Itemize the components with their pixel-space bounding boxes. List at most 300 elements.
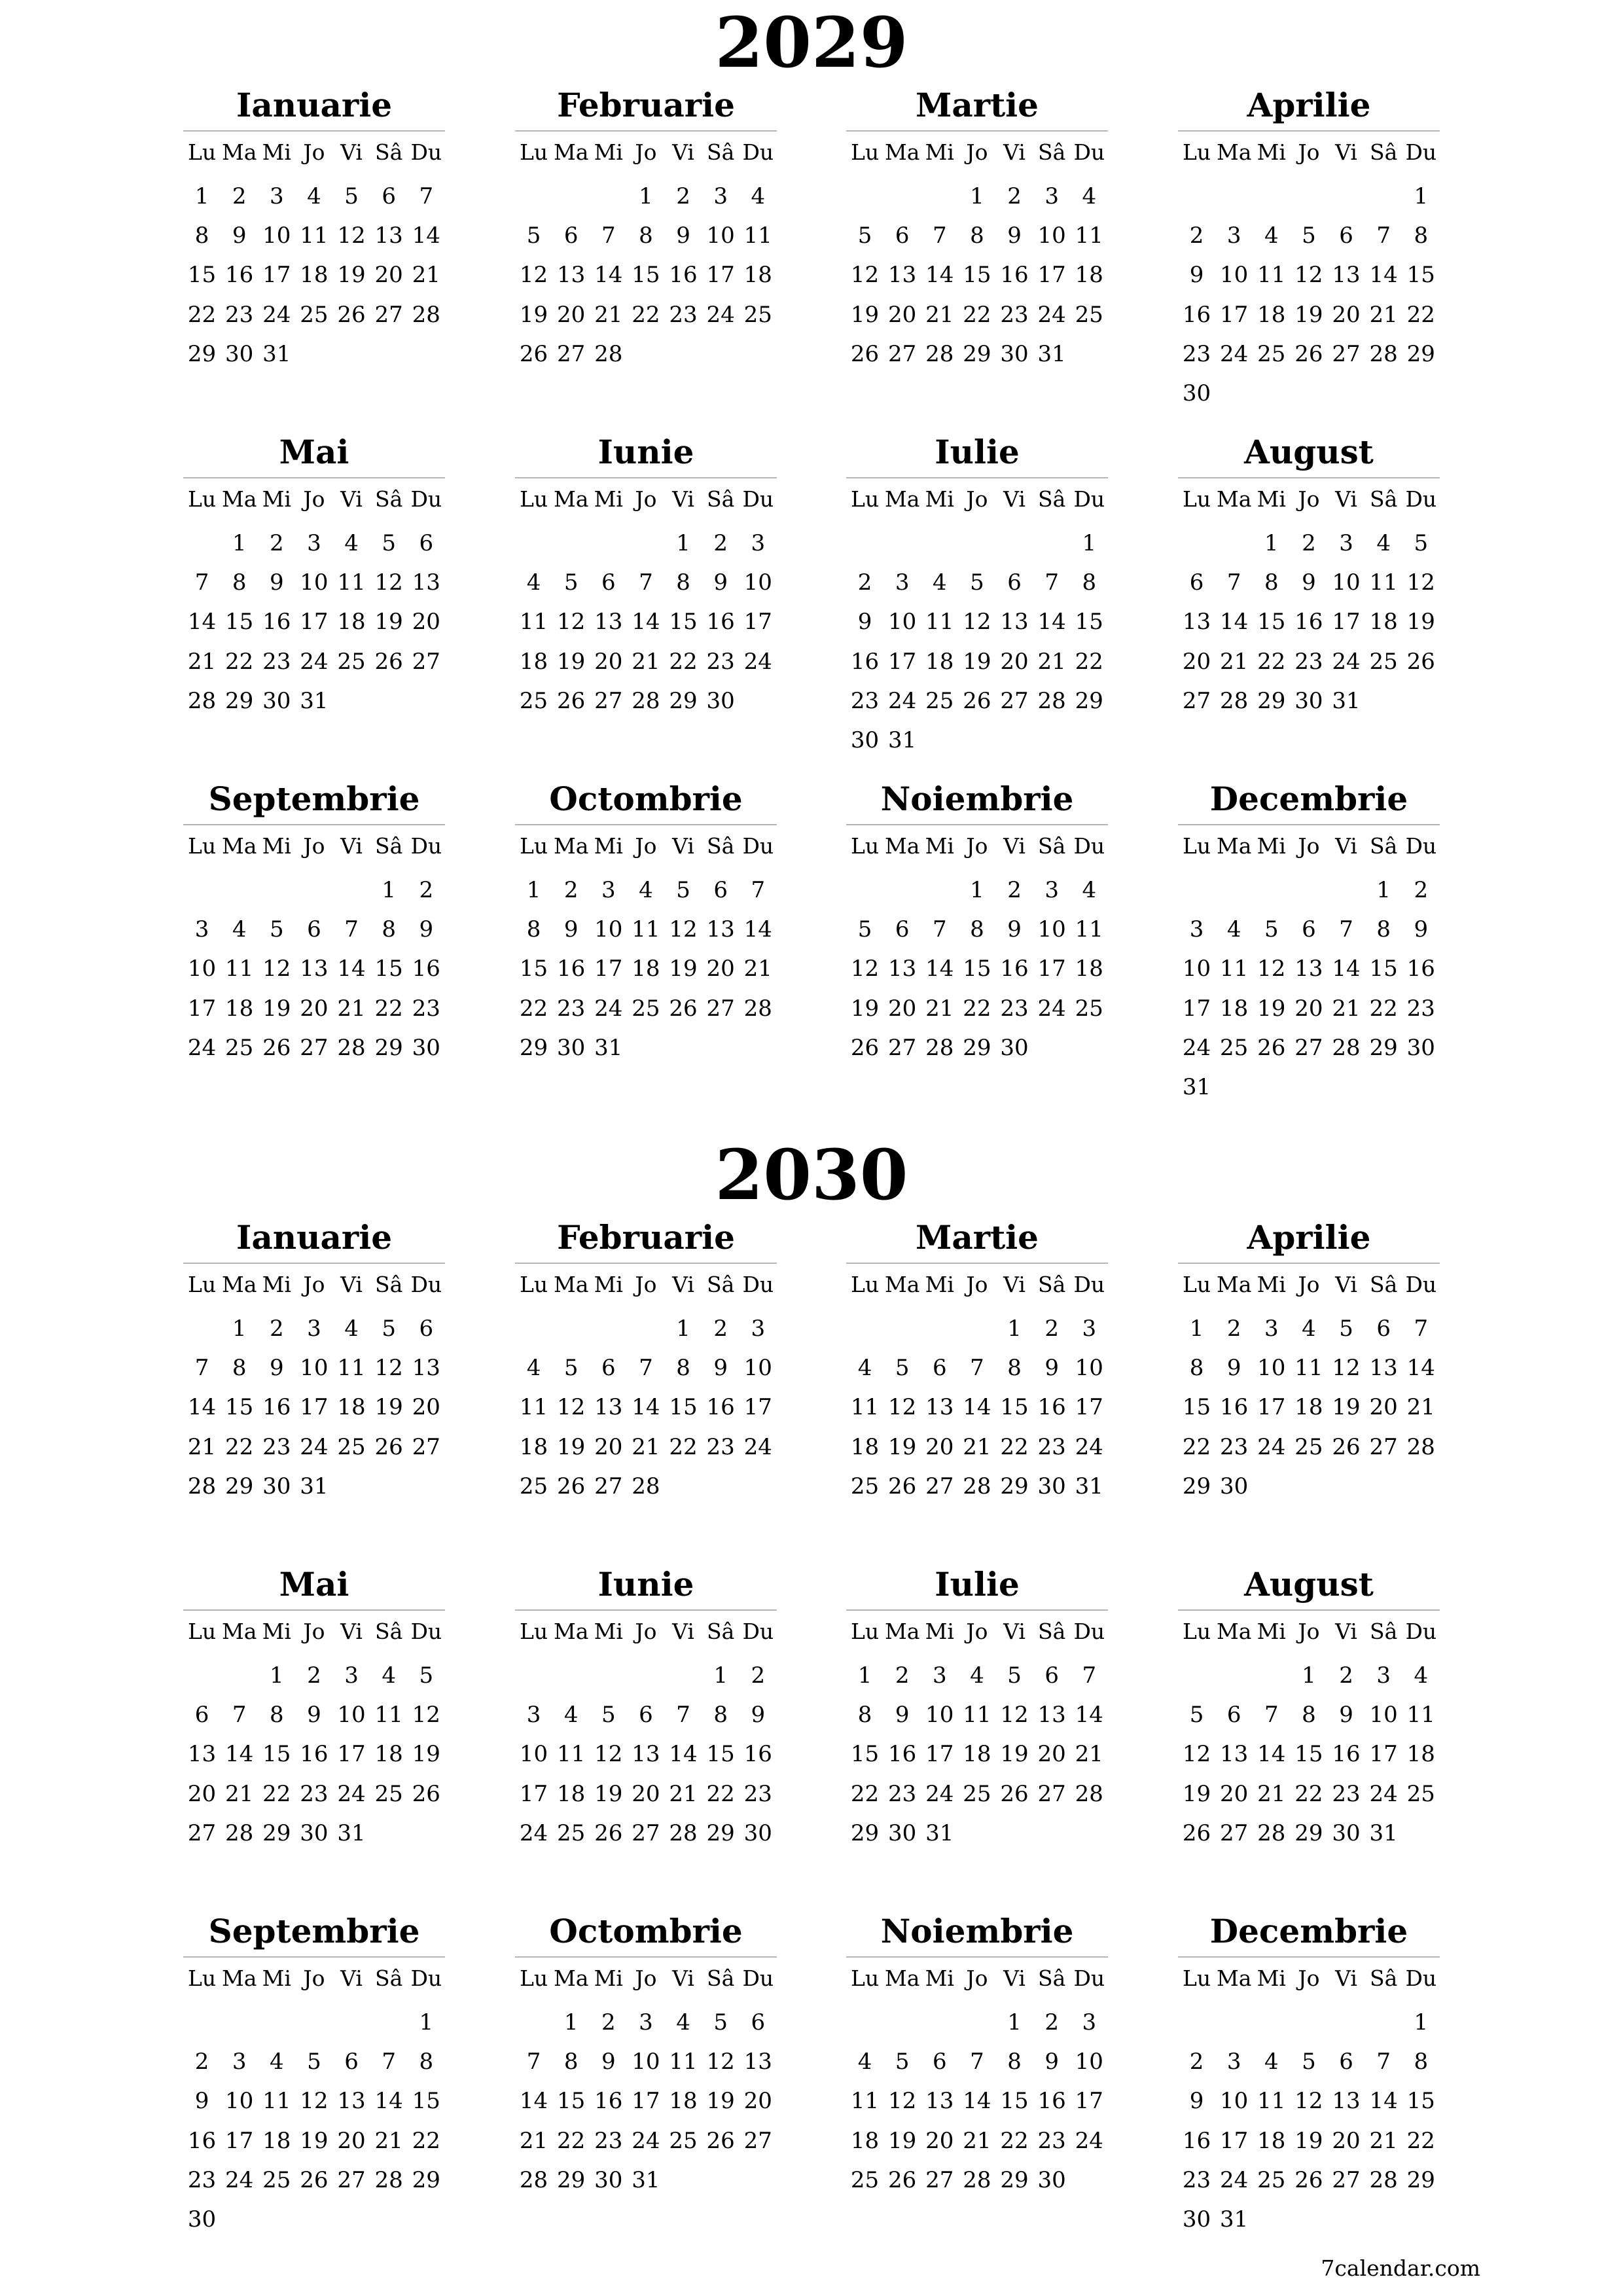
week-row	[515, 1774, 777, 1814]
day-cell: 7	[1044, 569, 1059, 596]
day-cell: 28	[963, 1473, 991, 1499]
day-cell: 20	[300, 995, 329, 1022]
day-cell: 18	[850, 1433, 880, 1460]
month-name: Februarie	[557, 1218, 735, 1257]
day-cell: 28	[1369, 340, 1398, 367]
day-cell: 10	[337, 1702, 366, 1729]
day-cell: 8	[1264, 569, 1279, 596]
weekday-label: Du	[742, 486, 774, 512]
month-block	[183, 1561, 445, 1869]
weekday-label: Sâ	[375, 1619, 403, 1644]
day-cell: 16	[1000, 262, 1029, 289]
day-cell: 4	[1302, 1316, 1316, 1342]
weekday-label: Jo	[1298, 833, 1320, 859]
day-cell: 13	[412, 1355, 440, 1382]
month-divider	[515, 1263, 777, 1264]
day-cell: 22	[669, 1433, 698, 1460]
month-block	[183, 82, 445, 389]
day-cell: 13	[412, 569, 440, 596]
weekday-label: Du	[742, 139, 774, 165]
weekday-label: Ma	[221, 1965, 257, 1991]
day-cell: 20	[374, 262, 403, 289]
day-cell: 23	[1406, 995, 1435, 1022]
week-row	[846, 1388, 1108, 1427]
day-cell: 28	[1369, 2166, 1398, 2193]
day-cell: 26	[337, 301, 366, 328]
day-cell: 11	[669, 2049, 698, 2075]
day-cell: 17	[706, 262, 735, 289]
day-cell: 26	[963, 687, 991, 714]
day-cell: 21	[743, 956, 772, 982]
day-cell: 22	[1075, 648, 1103, 675]
day-cell: 15	[519, 956, 548, 982]
week-row	[515, 2042, 777, 2081]
day-cell: 26	[557, 1473, 586, 1499]
week-row	[515, 1467, 777, 1506]
day-cell: 6	[1189, 569, 1204, 596]
weekday-label: Lu	[1182, 486, 1211, 512]
day-cell	[1328, 1067, 1365, 1107]
month-name: Decembrie	[1209, 780, 1408, 818]
weekday-label: Mi	[262, 1619, 291, 1644]
day-cell: 14	[925, 956, 954, 982]
day-cell: 29	[1000, 2166, 1029, 2193]
day-cell: 29	[1075, 687, 1103, 714]
day-cell	[333, 2200, 370, 2239]
day-cell: 23	[1332, 1780, 1361, 1807]
week-row	[846, 334, 1108, 374]
weekday-label: Sâ	[707, 486, 735, 512]
day-cell: 21	[963, 2127, 991, 2154]
day-cell: 18	[1257, 301, 1286, 328]
day-cell: 6	[895, 223, 910, 249]
week-row	[183, 1774, 445, 1814]
day-cell	[846, 870, 883, 910]
day-cell: 16	[262, 609, 291, 636]
day-cell: 8	[1414, 223, 1429, 249]
day-cell: 30	[1182, 2206, 1211, 2233]
weekday-label: Du	[1073, 1272, 1105, 1297]
day-cell: 16	[850, 648, 880, 675]
day-cell: 5	[1302, 2049, 1316, 2075]
day-cell: 31	[632, 2166, 660, 2193]
weekday-label: Lu	[1182, 1272, 1211, 1297]
day-cell: 23	[1294, 648, 1323, 675]
day-cell: 7	[1264, 1702, 1279, 1729]
day-cell: 31	[594, 1034, 623, 1061]
day-cell: 27	[412, 1433, 440, 1460]
day-cell: 21	[374, 2127, 403, 2154]
day-cell: 4	[526, 569, 541, 596]
day-cell: 20	[1220, 1780, 1249, 1807]
day-cell: 24	[594, 995, 623, 1022]
day-cell: 3	[639, 2009, 653, 2036]
day-cell: 21	[925, 301, 954, 328]
day-cell: 7	[601, 223, 616, 249]
day-cell: 6	[194, 1702, 209, 1729]
day-cell: 23	[1000, 995, 1029, 1022]
day-cell: 22	[187, 301, 217, 328]
day-cell: 25	[557, 1820, 586, 1846]
day-cell: 30	[1000, 340, 1029, 367]
day-cell: 11	[337, 569, 366, 596]
day-cell: 19	[1257, 995, 1286, 1022]
week-row	[846, 1309, 1108, 1348]
day-cell: 27	[925, 1473, 954, 1499]
day-cell: 1	[563, 2009, 579, 2036]
day-cell: 11	[374, 1702, 403, 1729]
day-cell: 23	[262, 1433, 291, 1460]
day-cell	[996, 721, 1033, 760]
day-cell	[1365, 374, 1402, 413]
day-cell: 17	[1332, 609, 1361, 636]
day-cell: 17	[1075, 2088, 1103, 2115]
month-block	[1178, 1214, 1440, 1522]
day-cell: 13	[706, 916, 735, 943]
weekday-label: Ma	[1216, 486, 1252, 512]
month-block	[846, 429, 1108, 753]
day-cell: 10	[1220, 2088, 1249, 2115]
day-cell: 5	[895, 1355, 910, 1382]
day-cell: 23	[1182, 2166, 1211, 2193]
week-row	[1178, 1309, 1440, 1348]
day-cell	[740, 334, 777, 374]
day-cell: 6	[1044, 1662, 1059, 1689]
day-cell: 6	[895, 916, 910, 943]
weekday-label: Vi	[1335, 1965, 1357, 1991]
week-row	[846, 2042, 1108, 2081]
day-cell: 3	[1082, 1316, 1097, 1342]
day-cell: 18	[337, 609, 366, 636]
day-cell: 20	[632, 1780, 660, 1807]
day-cell: 4	[232, 916, 247, 943]
day-cell: 29	[963, 1034, 991, 1061]
day-cell: 12	[1294, 2088, 1323, 2115]
weekday-header	[515, 138, 777, 167]
month-name: Februarie	[557, 86, 735, 124]
day-cell: 9	[1007, 916, 1022, 943]
day-cell: 7	[639, 1355, 653, 1382]
day-cell: 26	[519, 340, 548, 367]
week-row	[1178, 1028, 1440, 1067]
day-cell: 23	[187, 2166, 217, 2193]
month-block	[183, 429, 445, 736]
day-cell: 14	[594, 262, 623, 289]
weekday-label: Mi	[262, 1965, 291, 1991]
day-cell: 13	[888, 262, 917, 289]
day-cell: 23	[300, 1780, 329, 1807]
day-cell: 5	[970, 569, 984, 596]
day-cell: 18	[1257, 2127, 1286, 2154]
day-cell	[1215, 2003, 1253, 2042]
day-cell: 14	[187, 609, 217, 636]
day-cell: 30	[1294, 687, 1323, 714]
month-block	[515, 429, 777, 736]
month-divider	[846, 1956, 1108, 1958]
day-cell: 28	[963, 2166, 991, 2193]
weekday-label: Vi	[340, 1965, 363, 1991]
day-cell: 14	[519, 2088, 548, 2115]
weekday-label: Vi	[1003, 1272, 1026, 1297]
day-cell: 5	[382, 530, 396, 556]
day-cell: 14	[1037, 609, 1066, 636]
day-cell: 29	[1257, 687, 1286, 714]
day-cell: 24	[632, 2127, 660, 2154]
day-cell: 6	[1376, 1316, 1391, 1342]
day-cell: 9	[676, 223, 690, 249]
day-cell	[1253, 870, 1290, 910]
weekday-label: Jo	[966, 139, 988, 165]
day-cell	[740, 1028, 777, 1067]
week-row	[1178, 216, 1440, 255]
day-cell: 15	[225, 609, 254, 636]
weekday-label: Mi	[1257, 486, 1286, 512]
day-cell: 11	[262, 2088, 291, 2115]
week-row	[846, 524, 1108, 563]
day-cell: 14	[743, 916, 772, 943]
day-cell	[333, 334, 370, 374]
day-cell: 7	[676, 1702, 690, 1729]
day-cell: 24	[1075, 1433, 1103, 1460]
month-divider	[183, 1956, 445, 1958]
day-cell: 21	[963, 1433, 991, 1460]
day-cell: 24	[519, 1820, 548, 1846]
weekday-label: Sâ	[1370, 1619, 1398, 1644]
day-cell: 30	[1182, 380, 1211, 406]
day-cell: 17	[1075, 1394, 1103, 1421]
day-cell: 13	[925, 1394, 954, 1421]
day-cell: 2	[1414, 877, 1429, 903]
week-row	[1178, 2121, 1440, 2161]
day-cell: 31	[1369, 1820, 1398, 1846]
day-cell: 28	[925, 340, 954, 367]
weekday-label: Vi	[1003, 1619, 1026, 1644]
week-row	[183, 1734, 445, 1774]
day-cell	[1253, 1067, 1290, 1107]
day-cell: 27	[594, 1473, 623, 1499]
week-row	[183, 602, 445, 641]
weekday-label: Mi	[262, 139, 291, 165]
month-block	[846, 776, 1108, 1083]
day-cell: 8	[1082, 569, 1097, 596]
day-cell: 23	[594, 2127, 623, 2154]
day-cell: 4	[1082, 877, 1097, 903]
day-cell: 19	[850, 301, 880, 328]
day-cell: 14	[412, 223, 440, 249]
day-cell: 19	[557, 1433, 586, 1460]
week-row	[1178, 1695, 1440, 1734]
day-cell: 14	[1406, 1355, 1435, 1382]
day-cell: 29	[1406, 2166, 1435, 2193]
day-cell: 23	[706, 648, 735, 675]
week-row	[846, 1814, 1108, 1853]
day-cell: 1	[1007, 2009, 1022, 2036]
weekday-label: Vi	[672, 1619, 694, 1644]
day-cell: 7	[932, 916, 947, 943]
day-cell: 6	[601, 1355, 616, 1382]
day-cell: 26	[374, 1433, 403, 1460]
day-cell	[408, 334, 445, 374]
day-cell: 27	[412, 648, 440, 675]
day-cell: 27	[888, 1034, 917, 1061]
day-cell: 2	[1007, 877, 1022, 903]
month-name: Noiembrie	[880, 1912, 1074, 1950]
day-cell: 13	[1037, 1702, 1066, 1729]
month-name: Octombrie	[549, 780, 743, 818]
day-cell: 31	[300, 687, 329, 714]
day-cell: 4	[676, 2009, 690, 2036]
weekday-label: Ma	[884, 139, 920, 165]
month-divider	[846, 1609, 1108, 1611]
day-cell: 27	[187, 1820, 217, 1846]
day-cell: 16	[706, 609, 735, 636]
week-row	[515, 1348, 777, 1388]
day-cell: 8	[1376, 916, 1391, 943]
day-cell: 10	[1220, 262, 1249, 289]
day-cell: 16	[187, 2127, 217, 2154]
month-block	[846, 82, 1108, 389]
day-cell: 23	[412, 995, 440, 1022]
day-cell: 8	[1302, 1702, 1316, 1729]
day-cell: 29	[669, 687, 698, 714]
month-divider	[183, 1263, 445, 1264]
day-cell: 18	[632, 956, 660, 982]
week-row	[846, 1348, 1108, 1388]
day-cell: 1	[269, 1662, 284, 1689]
day-cell: 22	[262, 1780, 291, 1807]
day-cell: 30	[1037, 2166, 1066, 2193]
day-cell: 30	[743, 1820, 772, 1846]
day-cell: 25	[1075, 301, 1103, 328]
weekday-label: Ma	[553, 1619, 589, 1644]
day-cell	[921, 721, 958, 760]
day-cell	[665, 1028, 702, 1067]
day-cell	[1253, 177, 1290, 216]
weekday-label: Ma	[553, 1965, 589, 1991]
day-cell: 16	[557, 956, 586, 982]
day-cell: 4	[344, 1316, 359, 1342]
day-cell: 25	[519, 1473, 548, 1499]
week-row	[515, 2003, 777, 2042]
day-cell: 12	[300, 2088, 329, 2115]
day-cell: 30	[1406, 1034, 1435, 1061]
week-row	[1178, 681, 1440, 721]
week-row	[846, 721, 1108, 760]
day-cell: 29	[1000, 1473, 1029, 1499]
day-cell: 12	[374, 569, 403, 596]
day-cell: 12	[1406, 569, 1435, 596]
day-cell: 10	[594, 916, 623, 943]
day-cell	[370, 681, 408, 721]
day-cell: 21	[1369, 301, 1398, 328]
week-row	[183, 2081, 445, 2121]
day-cell: 21	[1332, 995, 1361, 1022]
day-cell: 16	[1332, 1741, 1361, 1768]
weekday-label: Lu	[187, 139, 217, 165]
day-cell: 21	[519, 2127, 548, 2154]
week-row	[846, 563, 1108, 602]
weekday-label: Sâ	[375, 833, 403, 859]
week-row	[515, 642, 777, 681]
day-cell	[921, 2003, 958, 2042]
weekday-label: Mi	[925, 1619, 954, 1644]
day-cell: 19	[1294, 2127, 1323, 2154]
day-cell: 20	[888, 301, 917, 328]
month-divider	[846, 1263, 1108, 1264]
day-cell: 27	[706, 995, 735, 1022]
month-block	[515, 1561, 777, 1869]
day-cell	[627, 334, 664, 374]
day-cell: 13	[1294, 956, 1323, 982]
day-cell: 22	[1369, 995, 1398, 1022]
day-cell: 11	[850, 2088, 880, 2115]
week-row	[515, 255, 777, 295]
day-cell	[958, 1309, 995, 1348]
weekday-label: Jo	[635, 139, 657, 165]
day-cell: 20	[594, 648, 623, 675]
day-cell: 6	[932, 1355, 947, 1382]
day-cell: 26	[706, 2127, 735, 2154]
week-row	[846, 949, 1108, 988]
day-cell: 5	[344, 183, 359, 209]
day-cell: 18	[669, 2088, 698, 2115]
week-row	[515, 295, 777, 334]
day-cell: 23	[706, 1433, 735, 1460]
day-cell: 22	[963, 995, 991, 1022]
month-name: August	[1244, 433, 1374, 471]
day-cell: 3	[895, 569, 910, 596]
day-cell: 20	[187, 1780, 217, 1807]
day-cell: 12	[850, 262, 880, 289]
day-cell: 13	[1369, 1355, 1398, 1382]
day-cell: 3	[1044, 877, 1059, 903]
weekday-label: Vi	[1003, 833, 1026, 859]
day-cell: 19	[888, 1433, 917, 1460]
day-cell: 29	[1406, 340, 1435, 367]
day-cell: 3	[344, 1662, 359, 1689]
weekday-header	[515, 832, 777, 861]
month-divider	[1178, 477, 1440, 478]
day-cell: 5	[713, 2009, 728, 2036]
week-row	[846, 1734, 1108, 1774]
weekday-label: Vi	[1003, 1965, 1026, 1991]
day-cell: 13	[1332, 2088, 1361, 2115]
day-cell: 6	[932, 2049, 947, 2075]
day-cell: 5	[857, 223, 872, 249]
day-cell	[295, 334, 332, 374]
weekday-label: Lu	[519, 1965, 548, 1991]
day-cell: 17	[300, 1394, 329, 1421]
day-cell: 18	[1075, 262, 1103, 289]
weekday-label: Ma	[884, 1272, 920, 1297]
week-row	[183, 681, 445, 721]
day-cell: 2	[1044, 1316, 1059, 1342]
day-cell: 21	[594, 301, 623, 328]
day-cell	[408, 1467, 445, 1506]
weekday-label: Mi	[594, 486, 623, 512]
weekday-label: Mi	[262, 1272, 291, 1297]
day-cell: 18	[1075, 956, 1103, 982]
day-cell: 25	[925, 687, 954, 714]
week-row	[183, 870, 445, 910]
day-cell: 19	[374, 609, 403, 636]
day-cell: 24	[1075, 2127, 1103, 2154]
day-cell: 10	[743, 569, 772, 596]
month-block	[1178, 1561, 1440, 1869]
day-cell: 4	[1082, 183, 1097, 209]
day-cell: 7	[1226, 569, 1241, 596]
day-cell: 30	[557, 1034, 586, 1061]
